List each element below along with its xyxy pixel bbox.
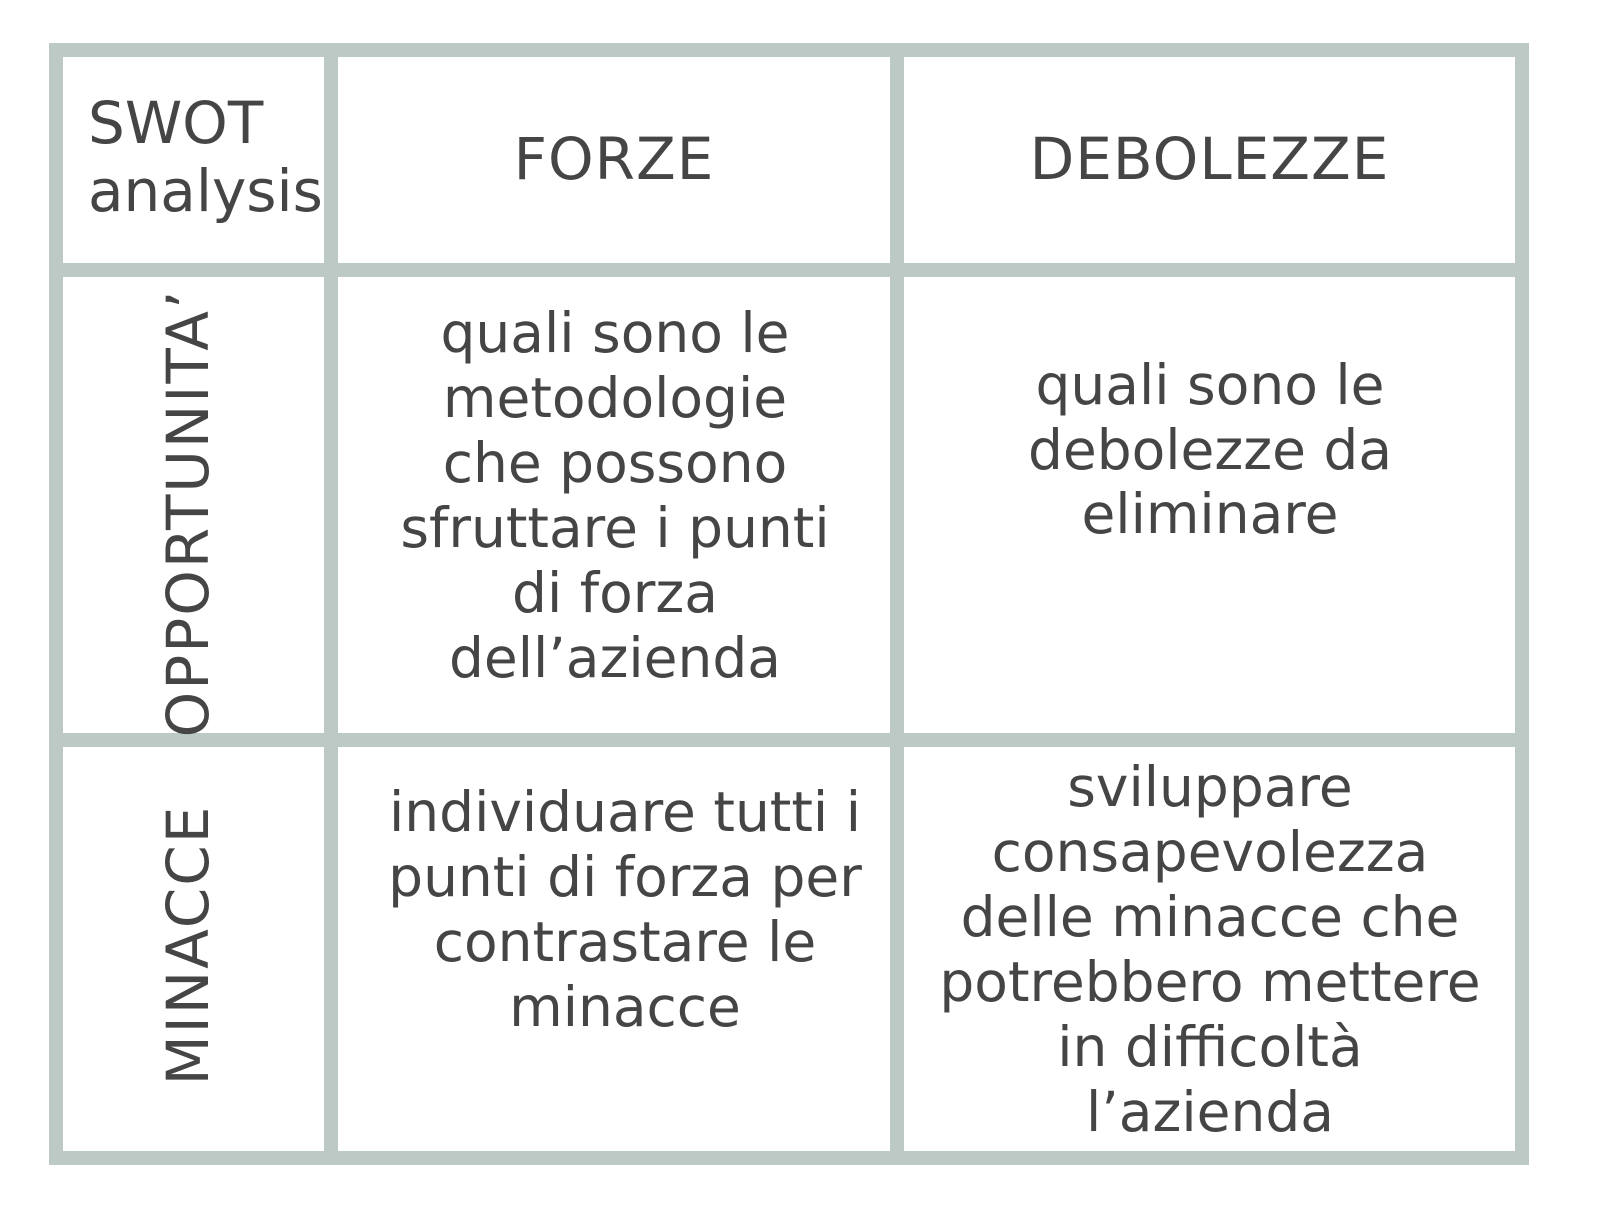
row-header-threats: MINACCE — [154, 804, 222, 1086]
outer-border-bottom — [49, 1151, 1529, 1165]
row-header-opportunities: OPPORTUNITA’ — [154, 288, 222, 738]
column-header-weaknesses: DEBOLEZZE — [1029, 125, 1390, 194]
table-corner-title: SWOT analysis — [88, 89, 323, 225]
column-divider-1 — [324, 43, 338, 1165]
cell-opportunities-strengths: quali sono le metodologie che possono sfruttare i punti di forza dell’azienda — [400, 301, 830, 690]
outer-border-top — [49, 43, 1529, 57]
outer-border-right — [1515, 43, 1529, 1165]
outer-border-left — [49, 43, 63, 1165]
column-header-strengths: FORZE — [513, 125, 715, 194]
cell-opportunities-weaknesses: quali sono le debolezze da eliminare — [1027, 352, 1393, 547]
cell-threats-weaknesses: sviluppare consapevolezza delle minacce che potrebbero mettere in difficoltà l’azienda — [939, 755, 1481, 1144]
row-divider-2 — [49, 733, 1529, 747]
row-divider-1 — [49, 263, 1529, 277]
cell-threats-strengths: individuare tutti i punti di forza per contrastare le minacce — [388, 780, 862, 1039]
